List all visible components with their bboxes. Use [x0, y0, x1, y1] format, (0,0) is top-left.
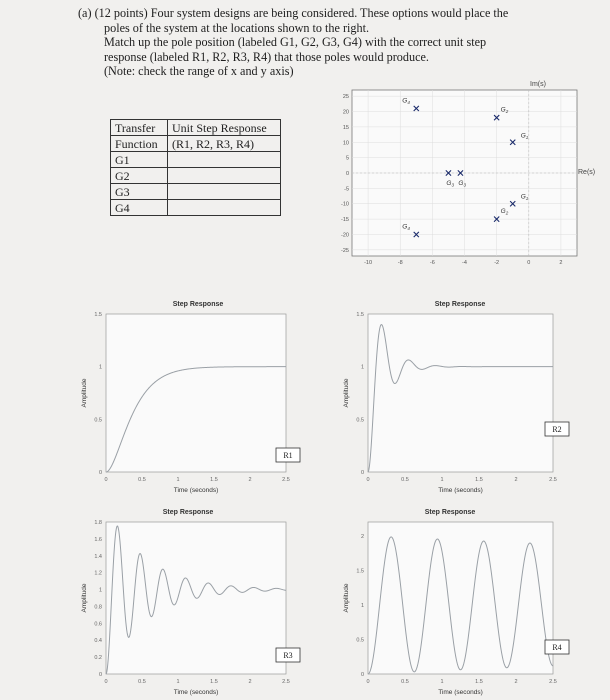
chart-ytick-label: 1.5 [356, 568, 364, 575]
chart-ytick-label: 1 [360, 602, 364, 609]
chart-title: Step Response [434, 301, 486, 308]
question-line-2: poles of the system at the locations shown to the right. [104, 20, 370, 35]
chart-ytick-label: 1 [98, 364, 102, 371]
chart-xlabel: Time (seconds) [438, 487, 483, 494]
chart-ytick-label: 1.5 [94, 312, 102, 318]
chart-ytick-label: 2 [360, 533, 364, 540]
pole-xtick-label: -4 [462, 260, 467, 266]
chart-ytick-label: 0 [360, 672, 364, 678]
chart-xtick-label: 2 [248, 679, 252, 685]
table-row [111, 200, 281, 216]
chart-ytick-label: 0 [360, 470, 364, 476]
table-row [111, 184, 281, 200]
question-line-4: response (labeled R1, R2, R3, R4) that those poles would produce. [104, 49, 429, 64]
chart-xtick-label: 2.5 [549, 679, 557, 685]
step-response-r2 [340, 290, 590, 495]
chart-xtick-label: 1 [440, 679, 444, 685]
pole-label: $G_3$ [458, 180, 467, 188]
chart-ytick-label: 1 [360, 364, 364, 371]
chart-xlabel: Time (seconds) [438, 689, 483, 696]
chart-xtick-label: 1 [176, 477, 180, 483]
svg-text:R3: R3 [283, 651, 293, 660]
chart-title: Step Response [172, 301, 224, 308]
pole-label: $G_1$ [520, 132, 529, 140]
svg-text:R4: R4 [552, 643, 562, 652]
header-function: Function [111, 136, 168, 152]
pole-xtick-label: -10 [364, 260, 373, 266]
chart-ytick-label: 1.4 [94, 553, 102, 560]
row-label-g3: G3 [111, 184, 168, 200]
chart-xtick-label: 0.5 [401, 679, 409, 685]
answer-cell-g1[interactable] [168, 152, 281, 168]
row-label-g2: G2 [111, 168, 168, 184]
chart-xtick-label: 2.5 [282, 477, 290, 483]
step-response-r4 [340, 500, 590, 700]
header-unit-step: Unit Step Response [168, 120, 281, 136]
chart-xtick-label: 0.5 [138, 679, 146, 685]
answer-cell-g3[interactable] [168, 184, 281, 200]
chart-xlabel: Time (seconds) [173, 689, 219, 696]
chart-ytick-label: 0.5 [356, 417, 364, 424]
im-axis-label: Im(s) [530, 81, 546, 88]
answer-cell-g2[interactable] [168, 168, 281, 184]
chart-xtick-label: 1 [440, 477, 444, 483]
svg-text:R1: R1 [283, 451, 293, 460]
chart-ytick-label: 1.2 [94, 570, 102, 577]
chart-xtick-label: 0 [366, 477, 370, 483]
chart-xtick-label: 0 [366, 679, 370, 685]
pole-xtick-label: -6 [429, 260, 435, 266]
chart-ytick-label: 0.5 [94, 417, 102, 424]
chart-title: Step Response [162, 509, 214, 516]
header-options: (R1, R2, R3, R4) [168, 136, 281, 152]
chart-xtick-label: 0 [104, 679, 108, 685]
chart-plot-area [106, 314, 286, 472]
step-response-r1 [78, 290, 326, 495]
question-line-3: Match up the pole position (labeled G1, G2, G3, G4) with the correct unit step [104, 35, 487, 50]
chart-ytick-label: 1.5 [356, 312, 364, 318]
pole-plot [330, 76, 600, 276]
answer-cell-g4[interactable] [168, 200, 281, 216]
pole-label: $G_4$ [402, 97, 410, 105]
pole-ytick-label: -25 [341, 247, 349, 254]
question-text [78, 6, 558, 79]
pole-xtick-label: 2 [559, 260, 563, 266]
pole-ytick-label: 15 [342, 124, 349, 131]
question-line-5: (Note: check the range of x and y axis) [104, 64, 294, 79]
re-axis-label: Re(s) [578, 169, 596, 176]
chart-ytick-label: 0.4 [94, 638, 102, 645]
response-label-r3 [276, 648, 300, 662]
step-response-r3 [78, 500, 326, 700]
chart-xtick-label: 2 [514, 679, 518, 685]
chart-xlabel: Time (seconds) [173, 487, 219, 494]
response-label-r4 [545, 640, 569, 654]
pole-ytick-label: 25 [342, 94, 349, 101]
pole-ytick-label: -15 [341, 217, 349, 224]
pole-ytick-label: -5 [344, 186, 349, 193]
pole-xtick-label: -8 [397, 260, 403, 266]
table-row [111, 168, 281, 184]
chart-xtick-label: 1.5 [475, 477, 483, 483]
row-label-g4: G4 [111, 200, 168, 216]
pole-ytick-label: 0 [345, 171, 349, 177]
pole-xtick-label: -2 [494, 260, 500, 266]
response-label-r2 [545, 422, 569, 436]
table-header-row [111, 120, 281, 136]
chart-ylabel: Amplitude [81, 378, 88, 408]
pole-ytick-label: -20 [341, 232, 349, 239]
row-label-g1: G1 [111, 152, 168, 168]
chart-xtick-label: 0.5 [138, 477, 146, 483]
chart-plot-area [368, 314, 553, 472]
chart-xtick-label: 1.5 [210, 477, 218, 483]
pole-ytick-label: 5 [345, 155, 349, 162]
svg-text:R2: R2 [552, 425, 562, 434]
chart-xtick-label: 2 [248, 477, 252, 483]
response-label-r1 [276, 448, 300, 462]
chart-ylabel: Amplitude [81, 583, 88, 613]
pole-label: $G_2$ [500, 208, 509, 216]
chart-ytick-label: 0.5 [356, 637, 364, 644]
pole-label: $G_1$ [520, 193, 529, 202]
chart-plot-area [368, 522, 553, 674]
answer-table [110, 119, 281, 216]
chart-title: Step Response [424, 509, 476, 516]
pole-label: $G_3$ [446, 180, 455, 188]
question-line-1: (a) (12 points) Four system designs are being considered. These options would place the [78, 6, 509, 20]
chart-xtick-label: 1.5 [210, 679, 218, 685]
chart-ytick-label: 0.2 [94, 655, 102, 662]
chart-xtick-label: 2.5 [549, 477, 557, 483]
table-row [111, 152, 281, 168]
chart-ylabel: Amplitude [343, 378, 350, 408]
chart-ytick-label: 0.6 [94, 621, 102, 628]
chart-xtick-label: 1.5 [475, 679, 483, 685]
pole-label: $G_4$ [402, 223, 410, 231]
chart-xtick-label: 0 [104, 477, 108, 483]
chart-ytick-label: 0 [98, 672, 102, 678]
pole-label: $G_2$ [500, 106, 509, 115]
chart-xtick-label: 2.5 [282, 679, 290, 685]
table-header-row-2 [111, 136, 281, 152]
chart-xtick-label: 0.5 [401, 477, 409, 483]
chart-ylabel: Amplitude [343, 583, 350, 613]
pole-ytick-label: -10 [341, 201, 349, 208]
header-transfer: Transfer [111, 120, 168, 136]
pole-ytick-label: 10 [342, 140, 349, 147]
chart-ytick-label: 0 [98, 470, 102, 476]
chart-xtick-label: 2 [514, 477, 518, 483]
chart-ytick-label: 0.8 [94, 604, 102, 611]
pole-ytick-label: 20 [342, 109, 349, 116]
pole-xtick-label: 0 [527, 260, 531, 266]
chart-ytick-label: 1.8 [94, 520, 102, 526]
chart-ytick-label: 1 [98, 587, 102, 594]
chart-xtick-label: 1 [176, 679, 180, 685]
chart-ytick-label: 1.6 [94, 536, 102, 543]
